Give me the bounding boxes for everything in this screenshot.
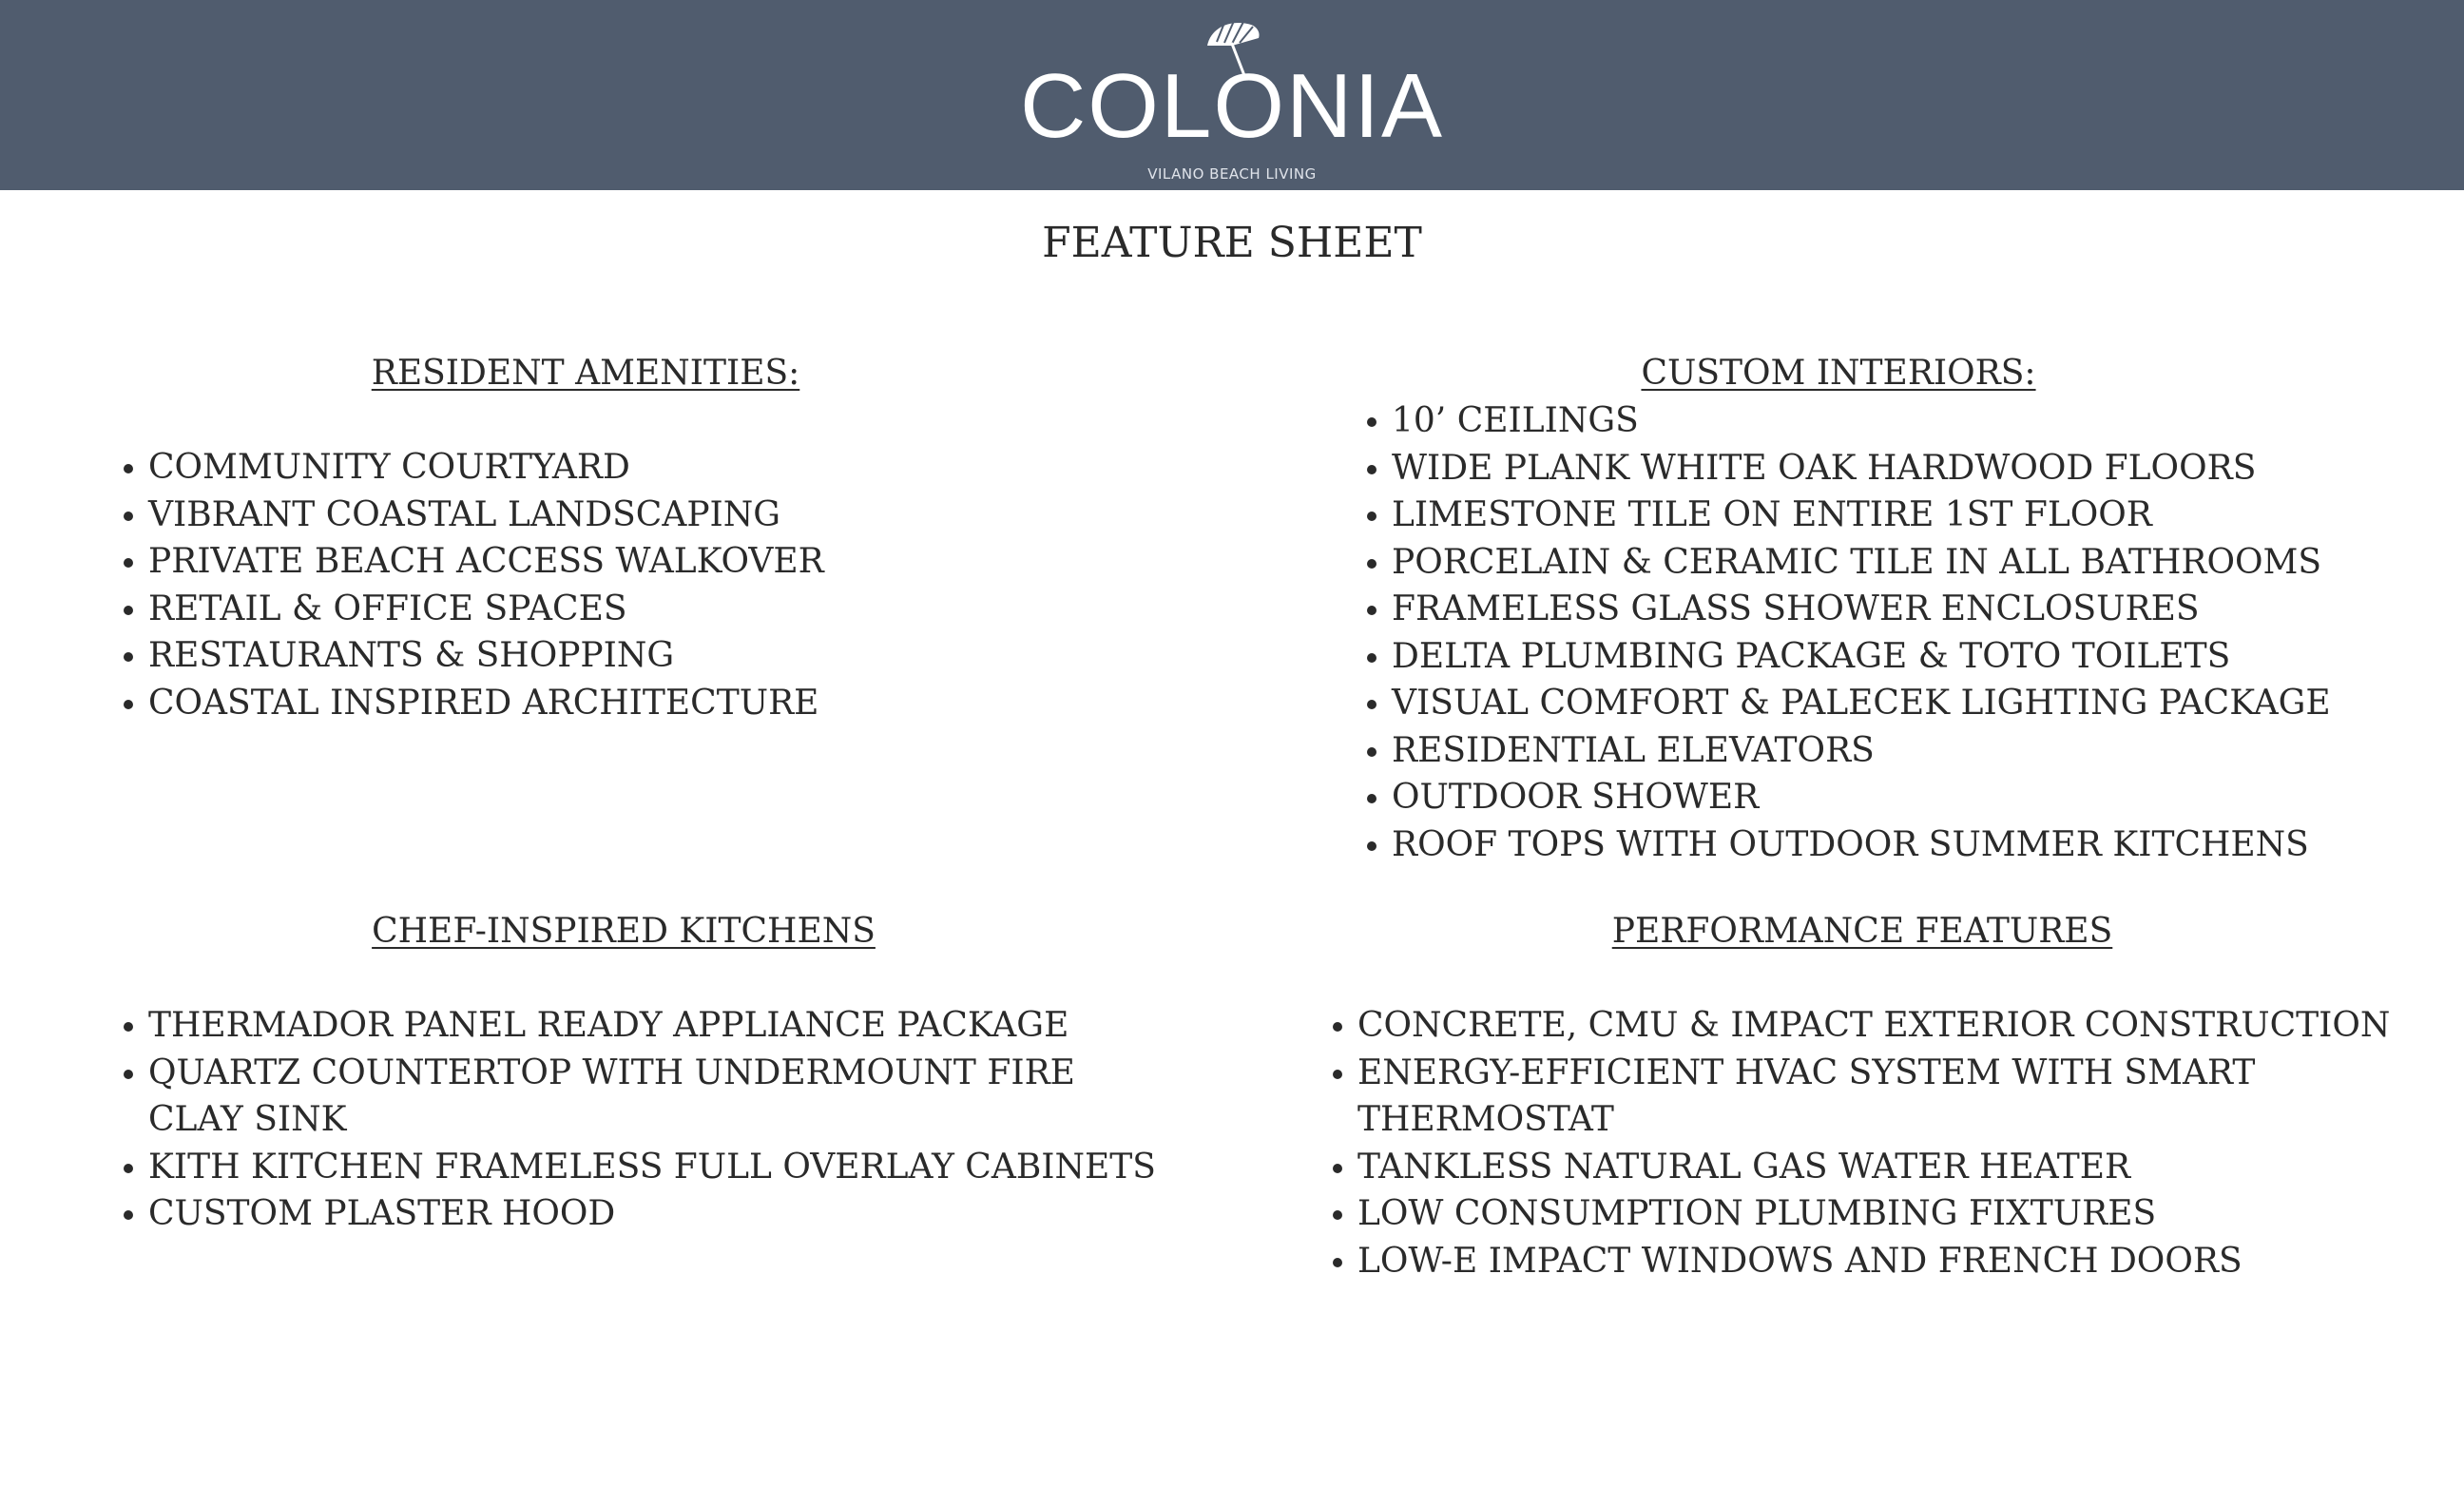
list-item: 10’ CEILINGS	[1363, 397, 2409, 445]
list-item: DELTA PLUMBING PACKAGE & TOTO TOILETS	[1363, 633, 2409, 681]
section-performance-features	[1329, 908, 2432, 1284]
section-title-kitchens: CHEF-INSPIRED KITCHENS	[372, 912, 876, 951]
brand-logo-text: COLONIA	[1019, 55, 1445, 157]
list-item: LOW-E IMPACT WINDOWS AND FRENCH DOORS	[1329, 1238, 2375, 1285]
page-title: FEATURE SHEET	[1042, 219, 1422, 267]
list-item: TANKLESS NATURAL GAS WATER HEATER	[1329, 1144, 2375, 1191]
list-item: CUSTOM PLASTER HOOD	[120, 1190, 1175, 1238]
list-item: WIDE PLANK WHITE OAK HARDWOOD FLOORS	[1363, 445, 2409, 492]
list-item: RESTAURANTS & SHOPPING	[120, 632, 1051, 680]
list-item: FRAMELESS GLASS SHOWER ENCLOSURES	[1363, 586, 2409, 633]
section-custom-interiors	[1363, 350, 2409, 868]
list-item: KITH KITCHEN FRAMELESS FULL OVERLAY CABINETS	[120, 1144, 1175, 1191]
amenities-list	[120, 444, 1051, 726]
list-item: OUTDOOR SHOWER	[1363, 774, 2409, 821]
section-title-amenities: RESIDENT AMENITIES:	[371, 354, 800, 393]
list-item: COMMUNITY COURTYARD	[120, 444, 1051, 492]
list-item: RETAIL & OFFICE SPACES	[120, 586, 1051, 633]
list-item: CONCRETE, CMU & IMPACT EXTERIOR CONSTRUCTION	[1329, 1002, 2375, 1050]
header-banner	[0, 0, 2464, 190]
list-item: ENERGY-EFFICIENT HVAC SYSTEM WITH SMART THERMOSTAT	[1329, 1050, 2375, 1144]
list-item: VIBRANT COASTAL LANDSCAPING	[120, 492, 1051, 539]
list-item: QUARTZ COUNTERTOP WITH UNDERMOUNT FIRE CLAY SINK	[120, 1050, 1175, 1144]
list-item: ROOF TOPS WITH OUTDOOR SUMMER KITCHENS	[1363, 821, 2409, 869]
brand-tagline: VILANO BEACH LIVING	[1147, 165, 1317, 183]
section-chef-inspired-kitchens	[120, 908, 1175, 1238]
section-resident-amenities	[120, 350, 1051, 726]
list-item: RESIDENTIAL ELEVATORS	[1363, 727, 2409, 775]
list-item: LOW CONSUMPTION PLUMBING FIXTURES	[1329, 1190, 2375, 1238]
performance-list	[1329, 1002, 2391, 1284]
list-item: VISUAL COMFORT & PALECEK LIGHTING PACKAGE	[1363, 680, 2409, 727]
list-item: PRIVATE BEACH ACCESS WALKOVER	[120, 538, 1051, 586]
list-item: PORCELAIN & CERAMIC TILE IN ALL BATHROOMS	[1363, 539, 2409, 587]
list-item: COASTAL INSPIRED ARCHITECTURE	[120, 680, 1051, 727]
kitchens-list	[120, 1002, 1175, 1238]
section-title-performance: PERFORMANCE FEATURES	[1611, 912, 2113, 951]
section-title-interiors: CUSTOM INTERIORS:	[1641, 354, 2036, 393]
list-item: LIMESTONE TILE ON ENTIRE 1ST FLOOR	[1363, 492, 2409, 539]
interiors-list	[1363, 397, 2409, 868]
list-item: THERMADOR PANEL READY APPLIANCE PACKAGE	[120, 1002, 1175, 1050]
